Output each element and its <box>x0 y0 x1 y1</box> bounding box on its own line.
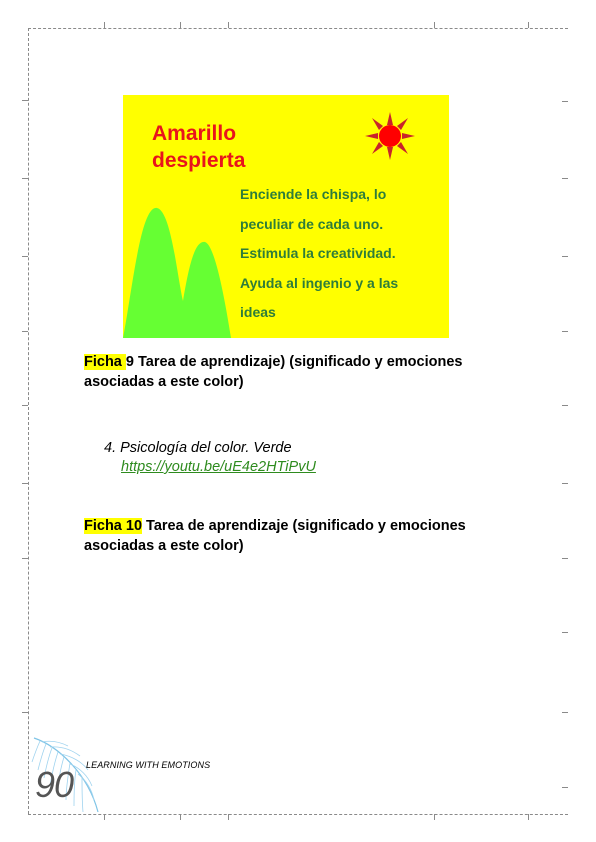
footer-label: LEARNING WITH EMOTIONS <box>86 760 211 770</box>
ficha-10-paragraph <box>84 516 524 556</box>
list-title: Psicología del color. Verde <box>120 440 292 456</box>
poster-line: Estimula la creatividad. <box>240 245 396 261</box>
poster-line: Ayuda al ingenio y a las <box>240 274 399 291</box>
sun-icon <box>363 110 417 162</box>
list-number: 4. <box>104 440 117 456</box>
page-frame-bottom <box>28 814 568 815</box>
poster-line: Enciende la chispa, lo <box>240 186 387 202</box>
poster-title-line-2: despierta <box>152 149 246 172</box>
ficha-9-number: 9 <box>125 354 134 370</box>
ficha-9-label: Ficha <box>84 354 126 370</box>
ficha-10-text: Tarea de aprendizaje (significado y emociones asociadas a este color) <box>84 518 466 554</box>
yellow-poster <box>123 95 449 338</box>
page-frame-left <box>28 28 29 814</box>
poster-line: peculiar de cada uno. <box>240 215 384 232</box>
page-number: 90 <box>35 764 74 805</box>
hills-illustration <box>123 205 235 338</box>
ficha-10-label: Ficha 10 <box>84 518 143 534</box>
page-frame-top <box>28 28 568 29</box>
list-item-4 <box>104 439 316 477</box>
ficha-9-paragraph <box>84 352 524 392</box>
poster-title <box>152 120 245 174</box>
poster-line: ideas <box>240 304 276 320</box>
ficha-9-text: Tarea de aprendizaje) (significado y emociones asociadas a este color) <box>84 354 463 390</box>
poster-title-line-1: Amarillo <box>152 122 237 145</box>
poster-text <box>240 180 445 328</box>
video-link[interactable]: https://youtu.be/uE4e2HTiPvU <box>121 459 316 475</box>
